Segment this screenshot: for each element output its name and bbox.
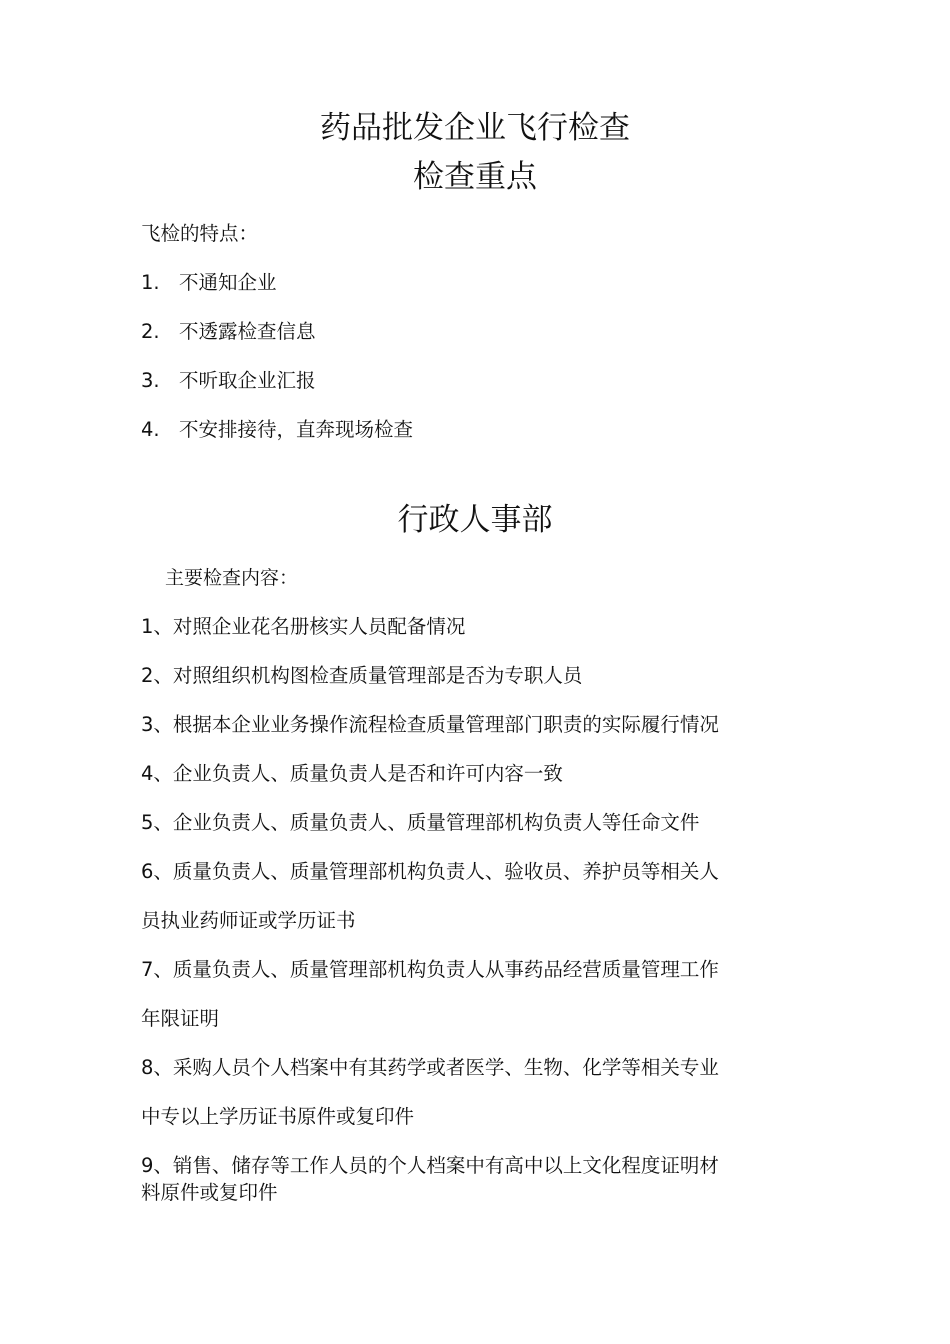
feature-item (141, 416, 413, 444)
check-item: 7、质量负责人、质量管理部机构负责人从事药品经营质量管理工作 (141, 958, 719, 981)
feature-number: 4. (141, 418, 160, 441)
check-item: 1、对照企业花名册核实人员配备情况 (141, 615, 466, 638)
feature-text: 不听取企业汇报 (179, 369, 316, 392)
document-title: 药品批发企业飞行检查 (320, 110, 630, 146)
document-subtitle: 检查重点 (413, 159, 537, 195)
feature-item (141, 269, 277, 297)
feature-number: 2. (141, 320, 160, 343)
feature-text: 不透露检查信息 (179, 320, 316, 343)
feature-item (141, 367, 316, 395)
check-item: 8、采购人员个人档案中有其药学或者医学、生物、化学等相关专业 (141, 1056, 719, 1079)
check-item: 2、对照组织机构图检查质量管理部是否为专职人员 (141, 664, 583, 687)
feature-item (141, 318, 316, 346)
department-title: 行政人事部 (397, 502, 553, 538)
check-item: 3、根据本企业业务操作流程检查质量管理部门职责的实际履行情况 (141, 713, 719, 736)
check-item-continuation: 员执业药师证或学历证书 (141, 909, 356, 932)
check-item: 5、企业负责人、质量负责人、质量管理部机构负责人等任命文件 (141, 811, 700, 834)
feature-text: 不通知企业 (179, 271, 277, 294)
features-heading: 飞检的特点： (141, 222, 259, 245)
check-item: 9、销售、储存等工作人员的个人档案中有高中以上文化程度证明材 (141, 1154, 719, 1177)
check-item: 6、质量负责人、质量管理部机构负责人、验收员、养护员等相关人 (141, 860, 719, 883)
feature-number: 3. (141, 369, 160, 392)
check-item-continuation: 料原件或复印件 (141, 1181, 278, 1204)
check-item: 4、企业负责人、质量负责人是否和许可内容一致 (141, 762, 563, 785)
check-item-continuation: 年限证明 (141, 1007, 220, 1030)
feature-number: 1. (141, 271, 160, 294)
content-heading: 主要检查内容： (165, 567, 299, 589)
check-item-continuation: 中专以上学历证书原件或复印件 (141, 1105, 415, 1128)
feature-text: 不安排接待，直奔现场检查 (179, 418, 414, 441)
